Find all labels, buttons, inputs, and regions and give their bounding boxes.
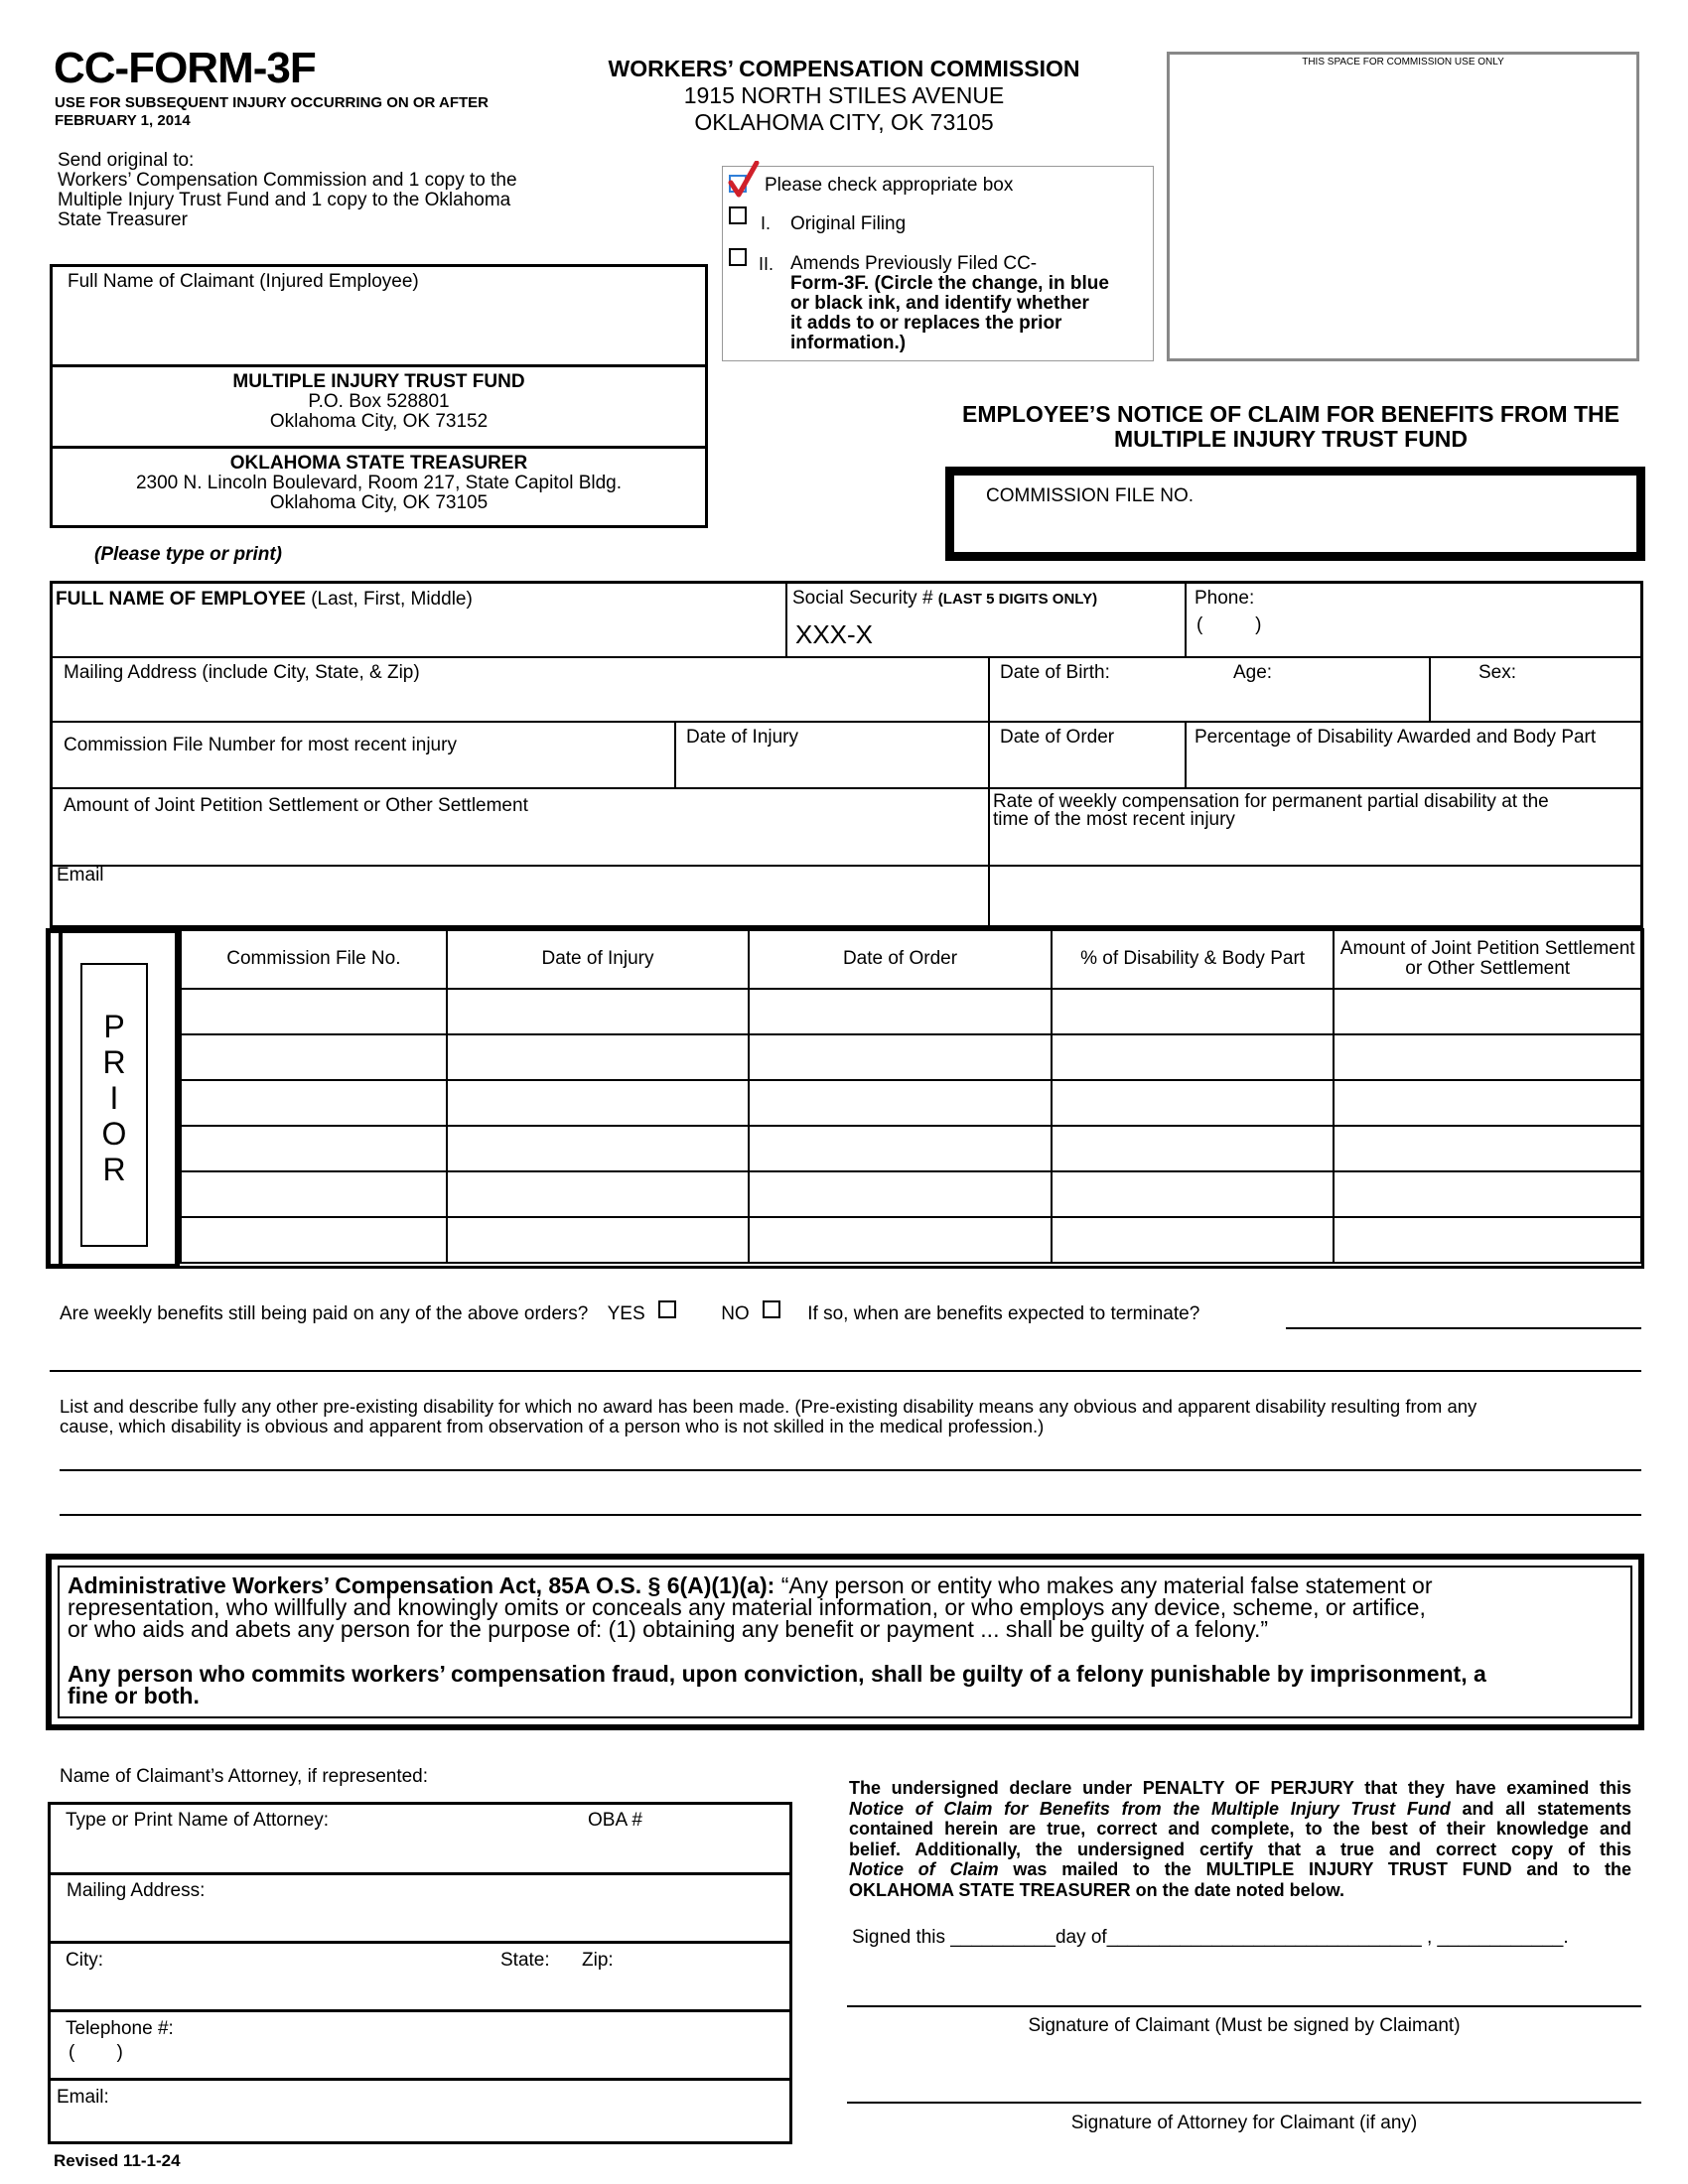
benefits-question-row: Are weekly benefits still being paid on any of the above orders? YES NO If so, when are benefits expected to terminate? [60, 1303, 1199, 1325]
table-row [181, 1126, 1641, 1171]
attorney-mailing-field[interactable]: Mailing Address: [67, 1880, 206, 1901]
checkmark-icon [727, 161, 761, 201]
recent-file-number-field[interactable]: Commission File Number for most recent injury [53, 723, 676, 787]
fraud-felony-warning: Any person who commits workers’ compensation fraud, upon conviction, shall be guilty of a felony punishable by imprisonment, a fine or both. [68, 1661, 1486, 1708]
attorney-intro: Name of Claimant’s Attorney, if represented: [60, 1766, 429, 1787]
prior-side-panel [46, 928, 180, 1269]
benefits-no-checkbox[interactable] [763, 1300, 780, 1318]
commission-file-no-label: COMMISSION FILE NO. [986, 485, 1195, 506]
preexisting-line-2[interactable] [60, 1514, 1641, 1516]
attorney-signature-line[interactable] [847, 2102, 1641, 2104]
employee-email-field[interactable]: Email [53, 867, 990, 928]
header-settlement-amount: Amount of Joint Petition Settlement or Other Settlement [1334, 929, 1641, 989]
table-row [181, 1171, 1641, 1217]
claimant-address-box [50, 264, 708, 528]
send-instructions: Send original to: Workers’ Compensation Commission and 1 copy to the Multiple Injury Trust Fund and 1 copy to the Oklahoma State Treasurer [58, 150, 517, 230]
prior-label: P R I O R [80, 963, 148, 1247]
claimant-name-label: Full Name of Claimant (Injured Employee) [68, 271, 419, 292]
original-filing-checkbox[interactable] [729, 206, 747, 224]
please-check-label: Please check appropriate box [765, 175, 1014, 196]
amends-filing-label: Amends Previously Filed CC- Form-3F. (Circle the change, in blue or black ink, and identify whether it adds to or replaces the prior information.) [790, 253, 1109, 353]
amends-filing-checkbox[interactable] [729, 248, 747, 266]
perjury-declaration: The undersigned declare under PENALTY OF PERJURY that they have examined this Notice of Claim for Benefits from the Multiple Injury Trust Fund and all statements contained herein are true, correct and complete, to the best of their knowledge and belief. Additionally, the undersigned certify that a true and correct copy of this Notice of Claim was mailed to the MULTIPLE INJURY TRUST FUND and to the OKLAHOMA STATE TREASURER on the date noted below. [849, 1778, 1631, 1900]
table-row [181, 1080, 1641, 1126]
original-filing-label: Original Filing [790, 213, 907, 234]
treasurer-address: OKLAHOMA STATE TREASURER 2300 N. Lincoln Boulevard, Room 217, State Capitol Bldg. Oklahoma City, OK 73105 [135, 453, 623, 513]
table-row [181, 989, 1641, 1034]
table-row [181, 1217, 1641, 1263]
form-subtitle-1: USE FOR SUBSEQUENT INJURY OCCURRING ON OR AFTER [55, 94, 489, 111]
revised-date: Revised 11-1-24 [54, 2151, 181, 2170]
fraud-warning-box [46, 1554, 1644, 1730]
attorney-signature-label: Signature of Attorney for Claimant (if any) [1070, 2113, 1418, 2133]
commission-use-box: THIS SPACE FOR COMMISSION USE ONLY [1167, 52, 1639, 361]
benefits-divider-line [50, 1370, 1641, 1372]
prior-injuries-table [180, 928, 1642, 1264]
form-id: CC-FORM-3F [54, 44, 316, 92]
fraud-statute-text: Administrative Workers’ Compensation Act, 85A O.S. § 6(A)(1)(a): “Any person or entity who makes any material false statement or representation, who willfully and knowingly omits or conceals any material information, or who employs any device, scheme, or artifice, or who aids and abets any person for the purpose of: (1) obtaining any benefit or payment ... shall be guilty of a felony.” [68, 1572, 1433, 1642]
employee-name-field[interactable]: FULL NAME OF EMPLOYEE (Last, First, Middle) [53, 584, 787, 656]
date-of-injury-field[interactable]: Date of Injury [676, 723, 990, 787]
commission-file-no-box[interactable] [945, 467, 1645, 561]
preexisting-instructions: List and describe fully any other pre-existing disability for which no award has been made. (Pre-existing disability means any obvious and apparent disability resulting from any cause, which disability is obvious and apparent from observation of a person who is not skilled in the medical profession.) [60, 1396, 1477, 1436]
mailing-address-field[interactable]: Mailing Address (include City, State, & Zip) [53, 658, 990, 721]
form-subtitle-2: FEBRUARY 1, 2014 [55, 112, 191, 129]
dob-age-field[interactable]: Date of Birth: Age: [990, 658, 1431, 721]
mitf-address: MULTIPLE INJURY TRUST FUND P.O. Box 528801 Oklahoma City, OK 73152 [232, 371, 525, 432]
attorney-email-field[interactable]: Email: [57, 2087, 109, 2108]
attorney-city-state-zip-field[interactable]: City: State: Zip: [66, 1950, 614, 1971]
employee-info-grid [50, 581, 1643, 928]
attorney-name-field[interactable]: Type or Print Name of Attorney: OBA # [66, 1810, 642, 1831]
header-date-of-order: Date of Order [749, 929, 1052, 989]
percentage-disability-field[interactable]: Percentage of Disability Awarded and Body Part [1195, 727, 1597, 748]
table-row [181, 1034, 1641, 1080]
benefits-yes-checkbox[interactable] [658, 1300, 676, 1318]
ssn-value: XXX-X [795, 619, 874, 649]
claimant-signature-line[interactable] [847, 2005, 1641, 2007]
phone-field[interactable]: Phone: ( ) [1195, 588, 1262, 635]
header-date-of-injury: Date of Injury [447, 929, 750, 989]
weekly-rate-field[interactable]: Rate of weekly compensation for permanent partial disability at the time of the most recent injury [993, 791, 1549, 830]
header-commission-file-no: Commission File No. [181, 929, 447, 989]
date-of-order-field[interactable]: Date of Order [990, 723, 1187, 787]
attorney-info-box [48, 1802, 792, 2144]
signed-date-line[interactable]: Signed this __________day of______________________________ , ____________. [852, 1927, 1569, 1948]
header-disability-body-part: % of Disability & Body Part [1052, 929, 1335, 989]
commission-address: WORKERS’ COMPENSATION COMMISSION 1915 NORTH STILES AVENUE OKLAHOMA CITY, OK 73105 [608, 56, 1080, 135]
settlement-amount-field[interactable]: Amount of Joint Petition Settlement or Other Settlement [53, 789, 990, 865]
ssn-field[interactable]: Social Security # (LAST 5 DIGITS ONLY) XXX-X [787, 584, 1187, 656]
sex-field[interactable]: Sex: [1478, 662, 1517, 683]
prior-table-header [181, 929, 1641, 989]
terminate-date-line[interactable] [1286, 1327, 1641, 1329]
filing-options-box: Please check appropriate box I. Original Filing II. Amends Previously Filed CC- Form-3F. (Circle the change, in blue or black ink, and identify whether it adds to or replaces the prior information.) [722, 166, 1154, 361]
claimant-signature-label: Signature of Claimant (Must be signed by Claimant) [1028, 2015, 1461, 2036]
preexisting-line-1[interactable] [60, 1469, 1641, 1471]
notice-title: EMPLOYEE’S NOTICE OF CLAIM FOR BENEFITS FROM THE MULTIPLE INJURY TRUST FUND [962, 401, 1619, 452]
attorney-telephone-field[interactable]: Telephone #: ( ) [66, 2018, 174, 2063]
type-or-print-note: (Please type or print) [94, 544, 282, 565]
